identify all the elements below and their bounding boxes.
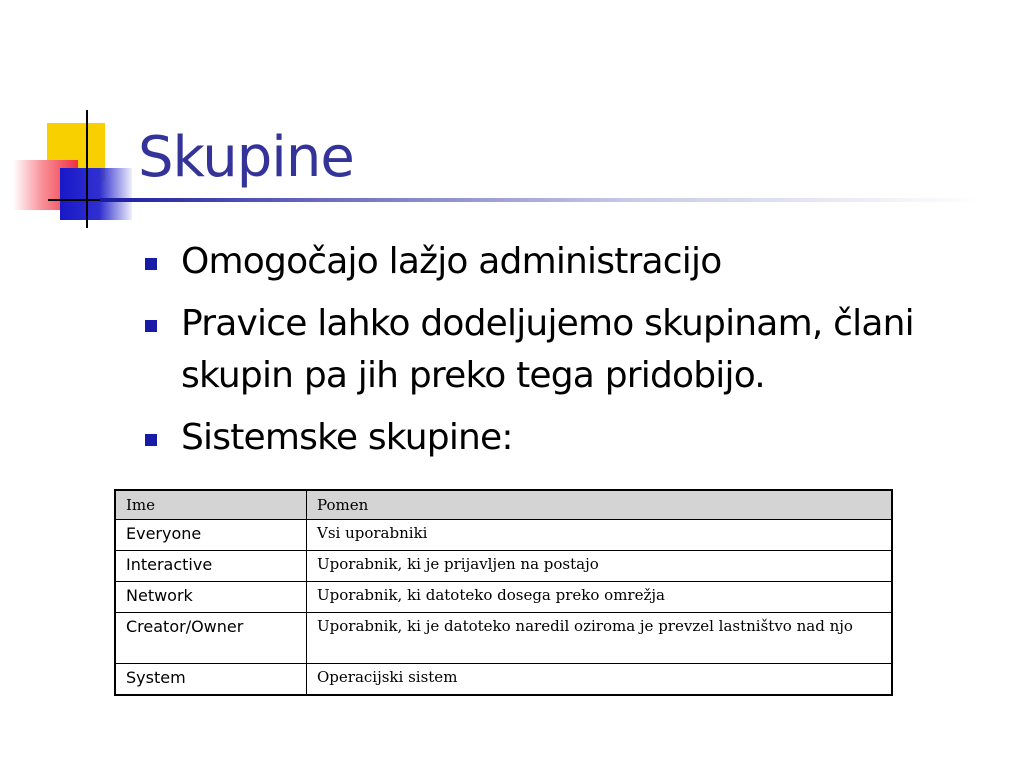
bullet-square-icon — [145, 258, 157, 270]
title-underline — [100, 198, 980, 202]
cell-group-meaning: Vsi uporabniki — [307, 520, 893, 551]
cell-group-meaning: Operacijski sistem — [307, 664, 893, 696]
logo-vertical-line — [86, 110, 88, 228]
logo-blue-square — [60, 168, 132, 220]
table-header-row — [115, 490, 892, 520]
bullet-square-icon — [145, 434, 157, 446]
bullet-text: Sistemske skupine: — [181, 417, 513, 458]
column-header-meaning: Pomen — [307, 490, 893, 520]
bullet-item — [145, 298, 1005, 402]
table-row — [115, 582, 892, 613]
column-header-name: Ime — [115, 490, 307, 520]
table-row — [115, 664, 892, 696]
cell-group-meaning: Uporabnik, ki datoteko dosega preko omrežja — [307, 582, 893, 613]
cell-group-name: Network — [115, 582, 307, 613]
slide-title: Skupine — [138, 125, 354, 190]
bullet-item — [145, 236, 1005, 288]
bullet-square-icon — [145, 320, 157, 332]
table-row — [115, 613, 892, 664]
cell-group-name: Creator/Owner — [115, 613, 307, 664]
table-row — [115, 551, 892, 582]
bullet-list — [145, 236, 1005, 474]
cell-group-name: Interactive — [115, 551, 307, 582]
table-row — [115, 520, 892, 551]
cell-group-meaning: Uporabnik, ki je datoteko naredil oziroma je prevzel lastništvo nad njo — [307, 613, 893, 664]
cell-group-name: System — [115, 664, 307, 696]
cell-group-meaning: Uporabnik, ki je prijavljen na postajo — [307, 551, 893, 582]
bullet-text: Omogočajo lažjo administracijo — [181, 241, 722, 282]
system-groups-table — [114, 489, 893, 696]
bullet-item — [145, 412, 1005, 464]
bullet-text: Pravice lahko dodeljujemo skupinam, člani skupin pa jih preko tega pridobijo. — [181, 303, 914, 396]
cell-group-name: Everyone — [115, 520, 307, 551]
logo-horizontal-line — [48, 199, 108, 201]
